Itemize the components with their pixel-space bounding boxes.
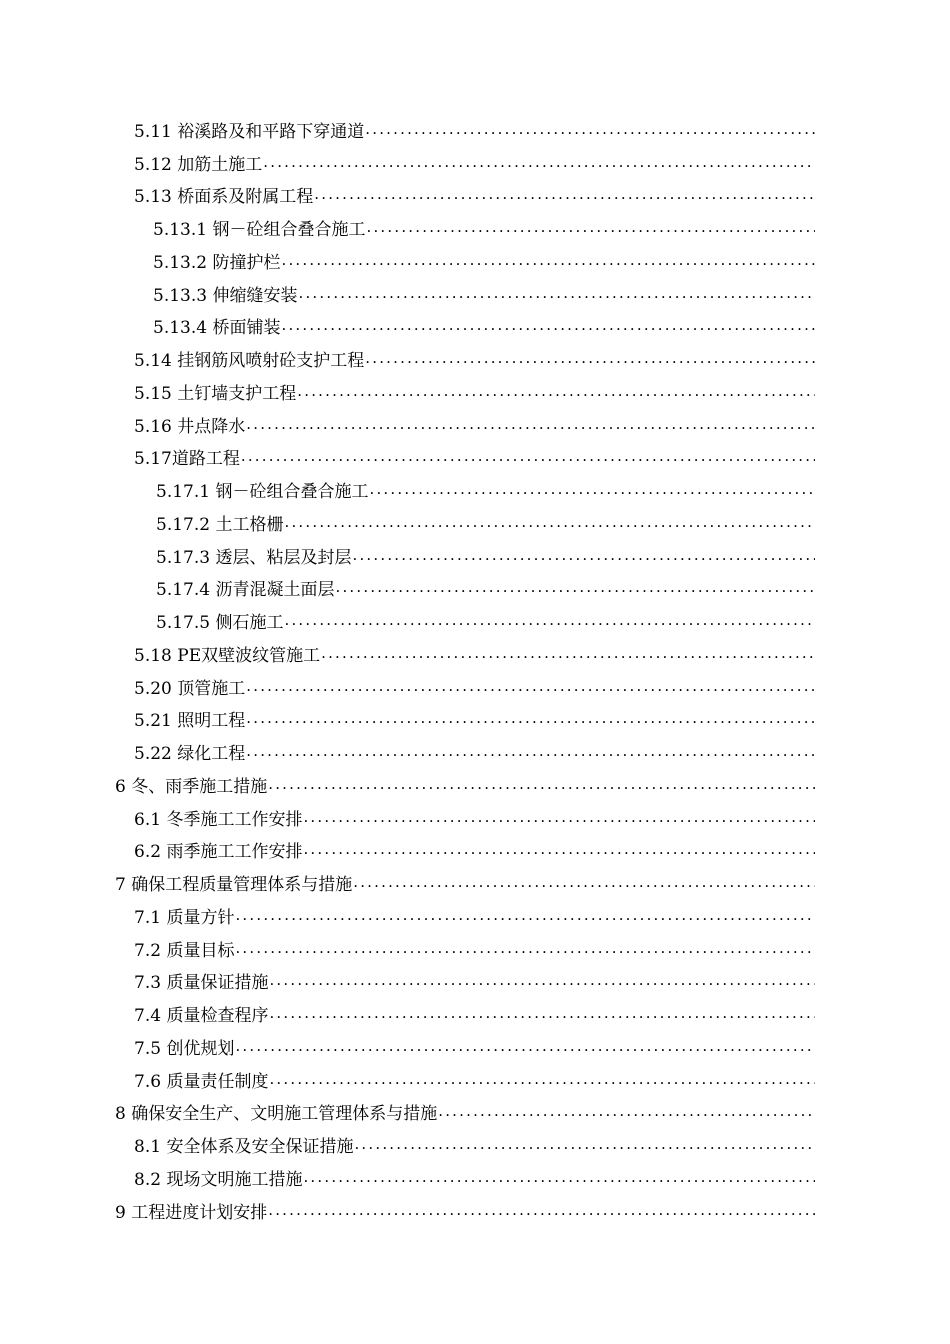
toc-entry-title: 6 冬、雨季施工措施 [115,772,268,797]
toc-entry[interactable] [0,211,815,244]
toc-entry[interactable] [0,604,815,637]
toc-entry-title: 5.16 井点降水 [134,412,246,437]
toc-entry[interactable] [0,473,815,506]
toc-entry-title: 8.1 安全体系及安全保证措施 [134,1132,354,1157]
toc-entry-title: 5.13.3 伸缩缝安装 [153,281,298,306]
dot-leader [246,417,815,432]
toc-entry[interactable] [0,997,815,1030]
dot-leader [365,351,815,366]
dot-leader [235,941,815,956]
dot-leader [354,1137,815,1152]
toc-entry-title: 7.1 质量方针 [134,903,235,928]
toc-entry-title: 5.18 PE双壁波纹管施工 [134,641,321,666]
toc-entry-title: 9 工程进度计划安排 [115,1198,268,1223]
toc-entry[interactable] [0,703,815,736]
toc-entry[interactable] [0,408,815,441]
toc-entry[interactable] [0,572,815,605]
dot-leader [298,286,815,301]
toc-entry-title: 8.2 现场文明施工措施 [134,1165,303,1190]
dot-leader [246,679,815,694]
dot-leader [335,580,815,595]
toc-entry[interactable] [0,866,815,899]
toc-entry-title: 6.1 冬季施工工作安排 [134,805,303,830]
toc-entry-title: 5.17.5 侧石施工 [156,608,284,633]
dot-leader [352,548,815,563]
toc-entry-title: 5.13.2 防撞护栏 [153,248,281,273]
dot-leader [353,875,815,890]
toc-entry-title: 5.14 挂钢筋风喷射砼支护工程 [134,346,365,371]
dot-leader [241,449,815,464]
dot-leader [297,384,815,399]
toc-entry-title: 7.3 质量保证措施 [134,968,269,993]
toc-entry[interactable] [0,277,815,310]
dot-leader [303,842,815,857]
dot-leader [284,613,815,628]
toc-entry[interactable] [0,539,815,572]
toc-entry-title: 5.12 加筋土施工 [134,150,263,175]
toc-entry[interactable] [0,1161,815,1194]
dot-leader [246,744,815,759]
toc-entry[interactable] [0,965,815,998]
toc-entry-title: 6.2 雨季施工工作安排 [134,837,303,862]
toc-entry[interactable] [0,834,815,867]
toc-entry[interactable] [0,113,815,146]
toc-entry[interactable] [0,310,815,343]
dot-leader [281,318,815,333]
dot-leader [366,220,815,235]
dot-leader [246,711,815,726]
dot-leader [303,1170,815,1185]
toc-entry[interactable] [0,932,815,965]
toc-entry[interactable] [0,899,815,932]
toc-entry-title: 7 确保工程质量管理体系与措施 [115,870,353,895]
table-of-contents [0,113,950,1227]
toc-entry-title: 5.13.4 桥面铺装 [153,313,281,338]
toc-entry[interactable] [0,146,815,179]
dot-leader [263,155,815,170]
toc-entry-title: 7.2 质量目标 [134,936,235,961]
toc-entry[interactable] [0,441,815,474]
toc-entry[interactable] [0,735,815,768]
dot-leader [269,1006,815,1021]
dot-leader [235,1039,815,1054]
toc-entry-title: 5.17.2 土工格栅 [156,510,284,535]
toc-entry[interactable] [0,768,815,801]
dot-leader [268,777,815,792]
toc-entry[interactable] [0,1096,815,1129]
dot-leader [268,1203,815,1218]
toc-entry[interactable] [0,506,815,539]
dot-leader [314,187,815,202]
toc-entry[interactable] [0,1128,815,1161]
toc-entry-title: 5.17.3 透层、粘层及封层 [156,543,352,568]
toc-entry-title: 5.17.1 钢－砼组合叠合施工 [156,477,369,502]
toc-entry[interactable] [0,342,815,375]
toc-entry[interactable] [0,637,815,670]
toc-entry-title: 5.15 土钉墙支护工程 [134,379,297,404]
toc-entry-title: 5.13 桥面系及附属工程 [134,182,314,207]
toc-entry-title: 7.4 质量检查程序 [134,1001,269,1026]
dot-leader [365,122,815,137]
toc-entry[interactable] [0,670,815,703]
toc-entry-title: 5.17.4 沥青混凝土面层 [156,575,335,600]
toc-entry[interactable] [0,1194,815,1227]
toc-entry-title: 8 确保安全生产、文明施工管理体系与措施 [115,1099,438,1124]
dot-leader [369,482,815,497]
dot-leader [438,1104,815,1119]
dot-leader [321,646,815,661]
dot-leader [303,810,815,825]
dot-leader [269,973,815,988]
toc-entry-title: 5.20 顶管施工 [134,674,246,699]
dot-leader [269,1072,815,1087]
dot-leader [284,515,815,530]
toc-entry-title: 5.17道路工程 [134,444,241,469]
toc-entry-title: 5.22 绿化工程 [134,739,246,764]
toc-entry[interactable] [0,179,815,212]
toc-entry-title: 5.13.1 钢－砼组合叠合施工 [153,215,366,240]
dot-leader [281,253,815,268]
toc-entry-title: 7.6 质量责任制度 [134,1067,269,1092]
toc-entry[interactable] [0,244,815,277]
toc-entry-title: 5.21 照明工程 [134,706,246,731]
dot-leader [235,908,815,923]
toc-entry[interactable] [0,801,815,834]
toc-entry[interactable] [0,1063,815,1096]
toc-entry[interactable] [0,375,815,408]
toc-entry[interactable] [0,1030,815,1063]
toc-entry-title: 7.5 创优规划 [134,1034,235,1059]
toc-entry-title: 5.11 裕溪路及和平路下穿通道 [134,117,365,142]
